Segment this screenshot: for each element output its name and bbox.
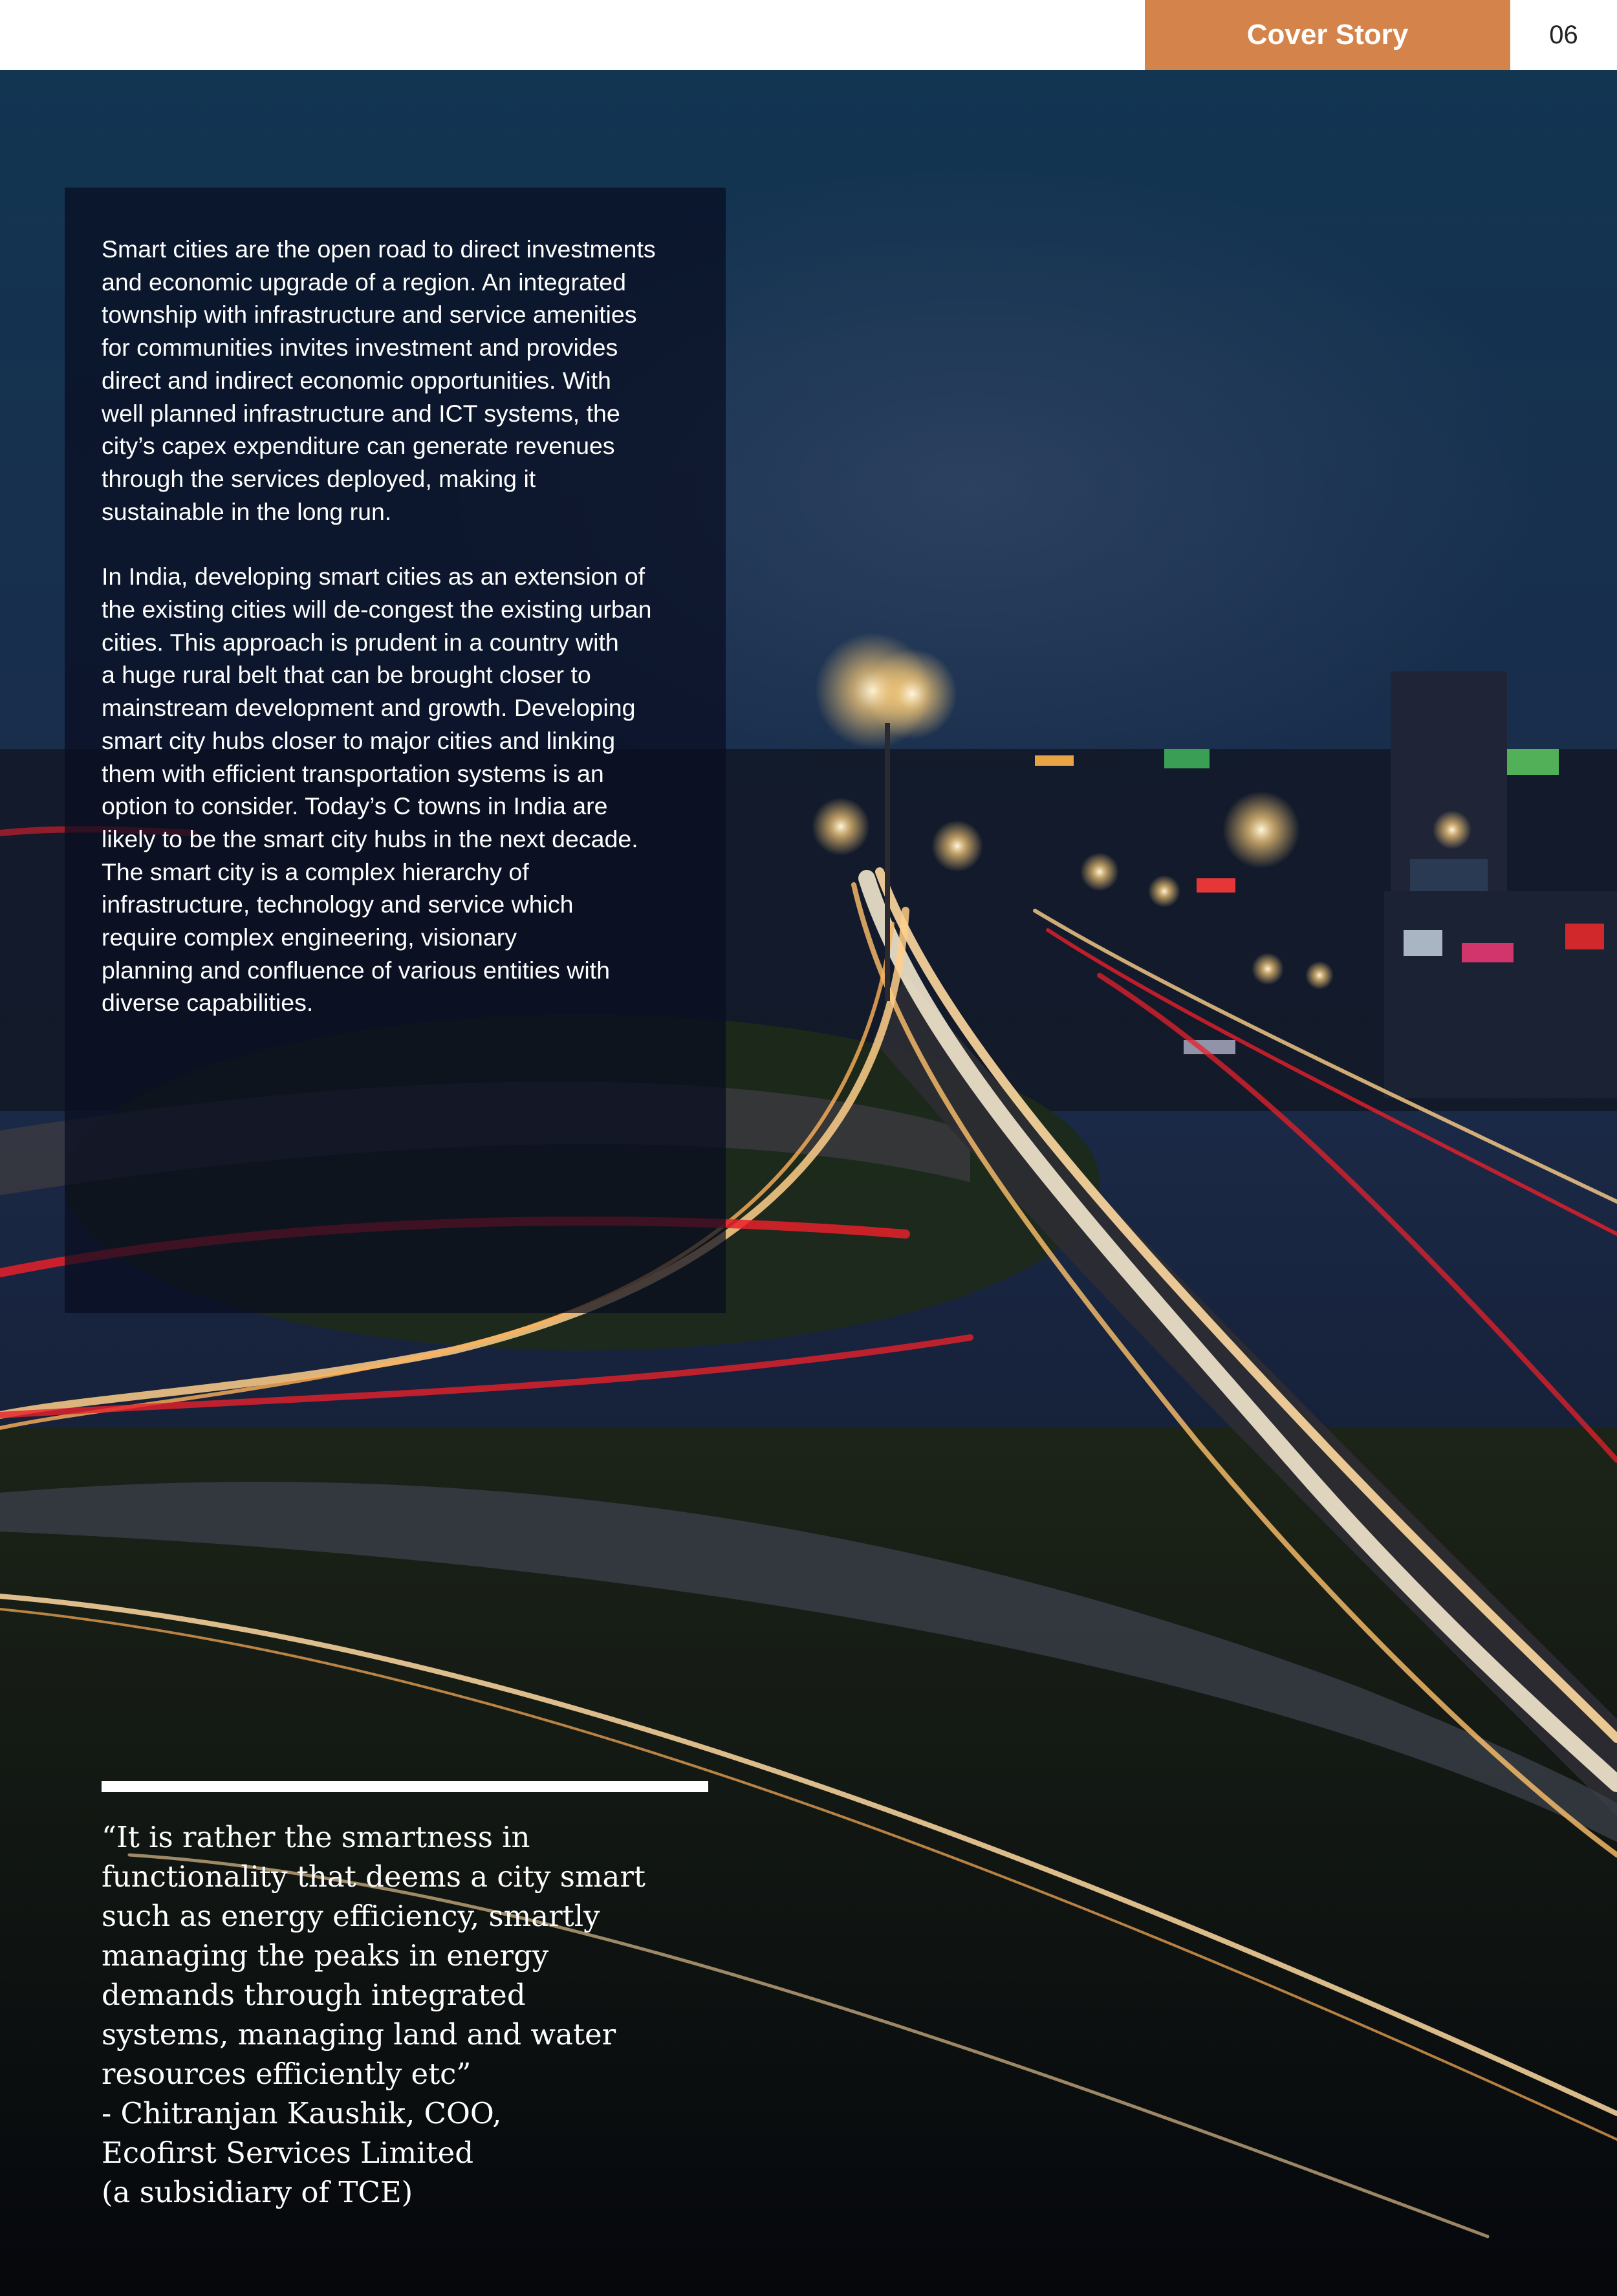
article-body <box>102 233 703 1019</box>
page-header <box>0 0 1617 70</box>
quote-divider <box>102 1781 708 1792</box>
article-paragraph: Smart cities are the open road to direct investments and economic upgrade of a region. An integrated township with infrastructure and service amenities for communities invites investment and provides direct and indirect economic opportunities. With well planned infrastructure and ICT systems, the city’s capex expenditure can generate revenues through the services deployed, making it sustainable in the long run. <box>102 235 656 525</box>
section-label: Cover Story <box>1145 0 1510 70</box>
article-paragraph: In India, developing smart cities as an extension of the existing cities will de-congest the existing urban cities. This approach is prudent in a country with a huge rural belt that can be brought closer to mainstream development and growth. Developing smart city hubs closer to major cities and linking them with efficient transportation systems is an option to consider. Today’s C towns in India are likely to be the smart city hubs in the next decade. The smart city is a complex hierarchy of infrastructure, technology and service which require complex engineering, visionary planning and confluence of various entities with diverse capabilities. <box>102 563 652 1017</box>
pull-quote: “It is rather the smartness in functionality that deems a city smart such as energy efficiency, smartly managing the peaks in energy demands through integrated systems, managing land and water resources efficiently etc” - Chitranjan Kaushik, COO, Ecofirst Services Limited (a subsidiary of TCE) <box>102 1820 646 2209</box>
page-number: 06 <box>1549 20 1578 49</box>
